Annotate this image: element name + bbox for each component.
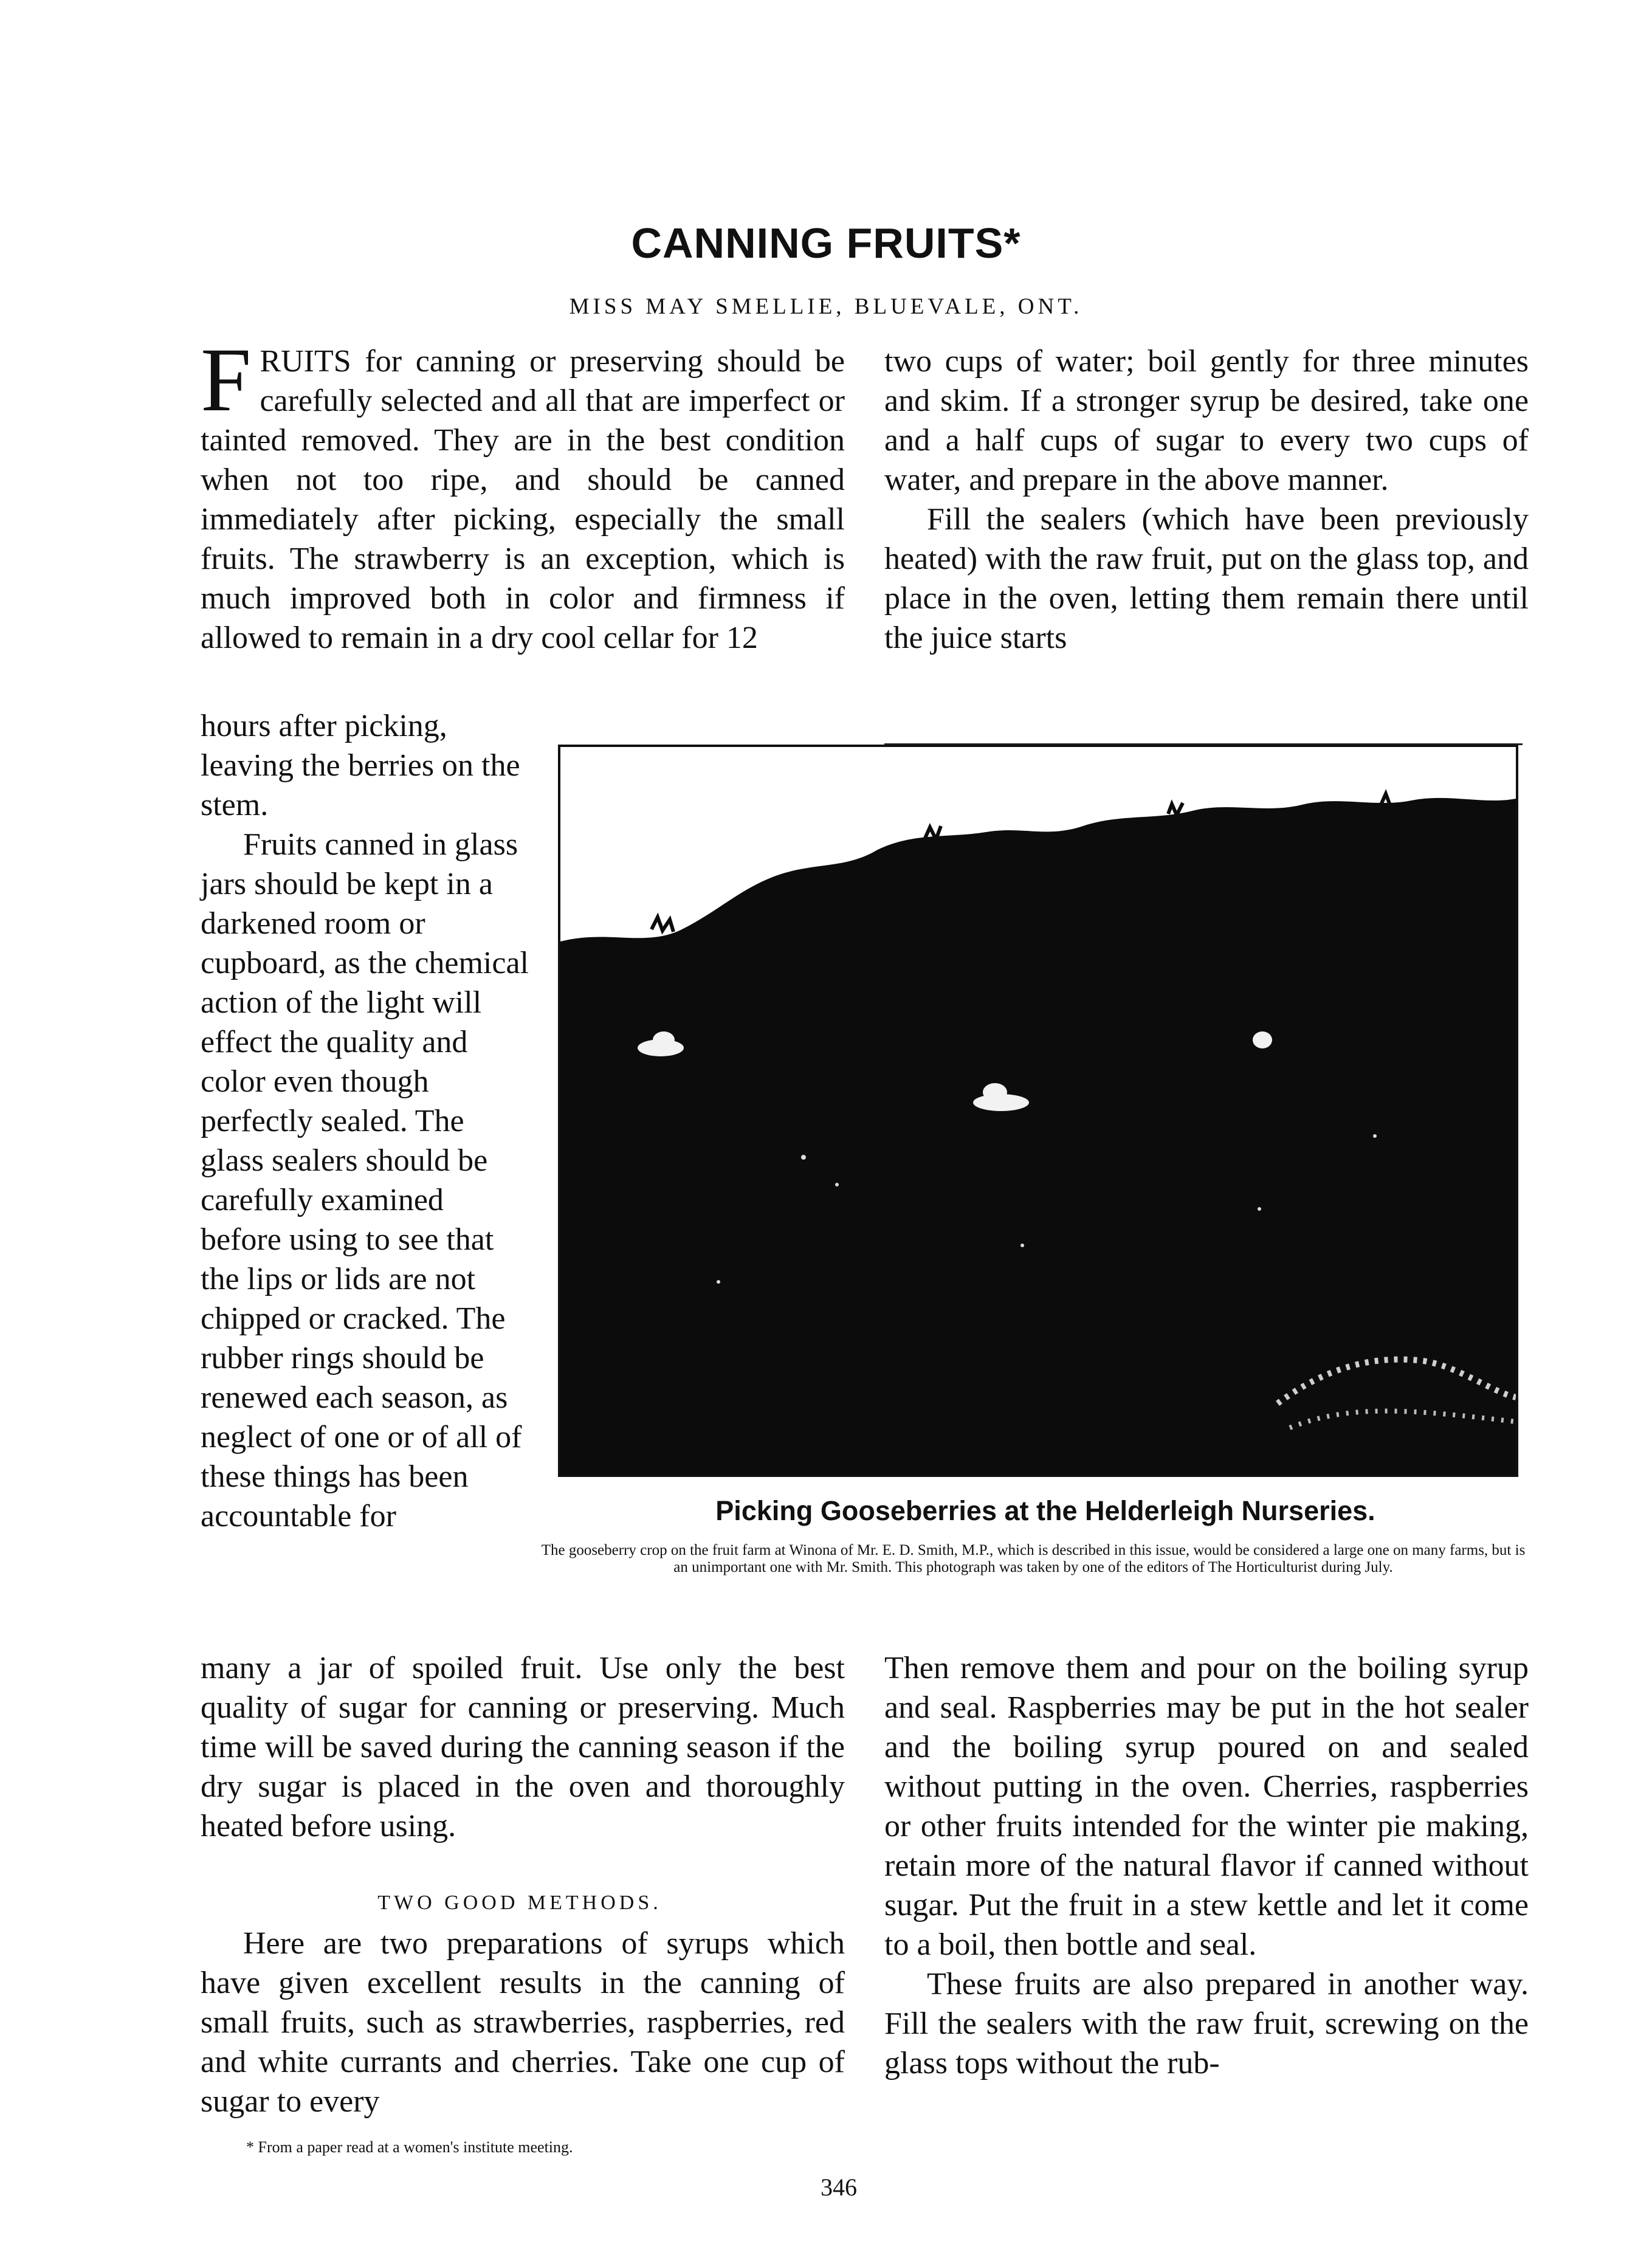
article-title: CANNING FRUITS* (631, 219, 1021, 267)
intro-text: RUITS for canning or preserving should be carefully selected and all that are imperfect or tainted removed. They are in the best condition when not too ripe, and should be canned immediately after picking, especially the small fruits. The strawberry is an exception, which is much improved both in color and firmness if allowed to remain in a dry cool cellar for 12 (201, 344, 845, 655)
photo-caption-title: Picking Gooseberries at the Helderleigh Nurseries. (715, 1495, 1375, 1526)
intro-paragraph (201, 329, 845, 658)
narrow-column (201, 706, 529, 1536)
left-bottom-text: many a jar of spoiled fruit. Use only the best quality of sugar for canning or preserving. Much time will be saved during the canning season if the dry sugar is placed in the oven and thoroughly heated before using. (201, 1651, 845, 1843)
photo-caption-body: The gooseberry crop on the fruit farm at Winona of Mr. E. D. Smith, M.P., which is described in this issue, would be considered a large one on many farms, but is an unimportant one with Mr. Smith. This photograph was taken by one of the editors of The Horticulturist during July. (541, 1542, 1526, 1575)
right-bottom-text-1: Then remove them and pour on the boiling syrup and seal. Raspberries may be put in the hot sealer and the boiling syrup poured on and sealed without putting in the oven. Cherries, raspberries or other fruits intended for the winter pie making, retain more of the natural flavor if canned without sugar. Put the fruit in a stew kettle and let it come to a boil, then bottle and seal. (884, 1651, 1529, 1962)
methods-paragraph (201, 1924, 845, 2121)
footnote: * From a paper read at a women's institute meeting. (246, 2138, 573, 2156)
right-bottom-text-2: These fruits are also prepared in another way. Fill the sealers with the raw fruit, screwing on the glass tops without the rub- (884, 1967, 1529, 2081)
right-top-text-1: two cups of water; boil gently for three minutes and skim. If a stronger syrup be desired, take one and a half cups of sugar to every two cups of water, and prepare in the above manner. (884, 344, 1529, 497)
right-bottom (884, 1648, 1529, 2083)
gooseberry-photo (558, 745, 1518, 1477)
photo-illustration (560, 747, 1516, 1475)
article-author: MISS MAY SMELLIE, BLUEVALE, ONT. (569, 294, 1083, 319)
right-top (884, 342, 1529, 658)
right-top-text-2: Fill the sealers (which have been previously heated) with the raw fruit, put on the glass top, and place in the oven, letting them remain there until the juice starts (884, 502, 1529, 655)
narrow-text-2: Fruits canned in glass jars should be kept in a darkened room or cupboard, as the chemical action of the light will effect the quality and color even though perfectly sealed. The glass sealers should be carefully examined before using to see that the lips or lids are not chipped or cracked. The rubber rings should be renewed each season, as neglect of one or of all of these things has been accountable for (201, 827, 529, 1533)
page-number: 346 (821, 2174, 857, 2201)
drop-cap: F (201, 329, 252, 430)
left-bottom (201, 1648, 845, 1846)
methods-text: Here are two preparations of syrups which have given excellent results in the canning of small fruits, such as strawberries, raspberries, red and white currants and cherries. Take one cup of sugar to every (201, 1926, 845, 2119)
section-heading: TWO GOOD METHODS. (377, 1891, 662, 1914)
narrow-text-1: hours after picking, leaving the berries on the stem. (201, 709, 520, 822)
